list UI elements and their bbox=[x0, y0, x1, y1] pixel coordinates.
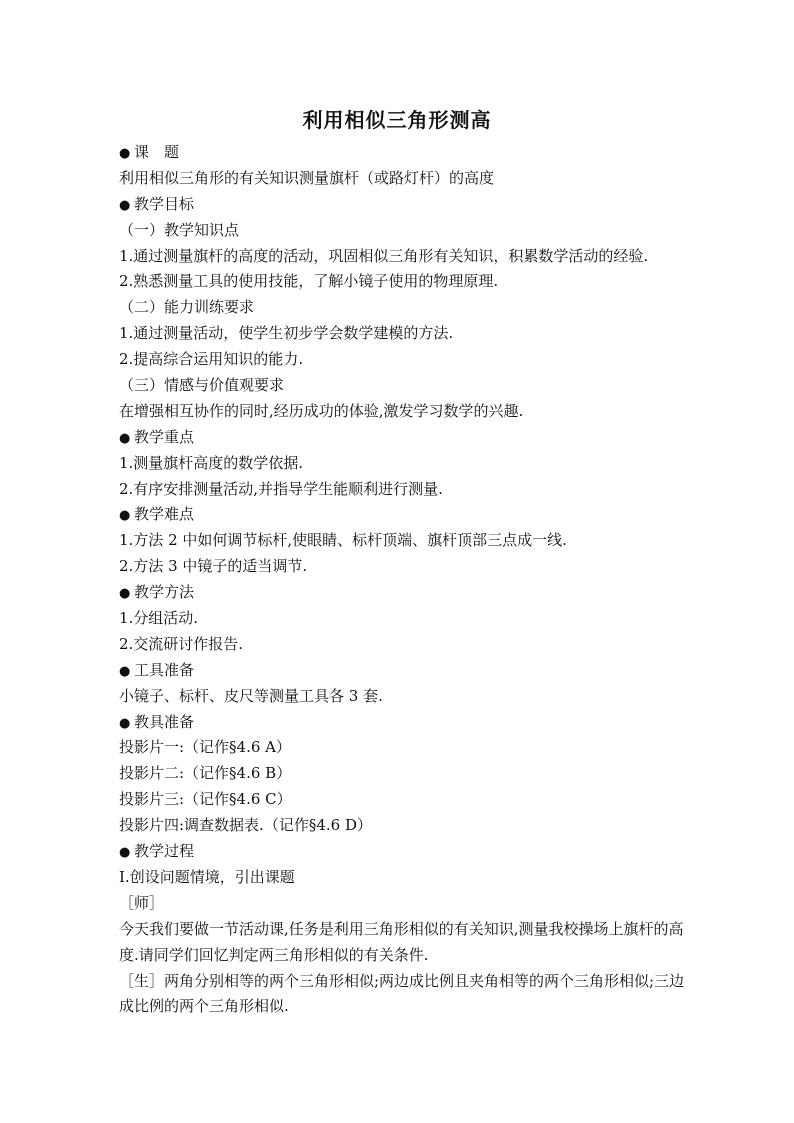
list-item: 1.方法 2 中如何调节标杆,使眼睛、标杆顶端、旗杆顶部三点成一线. bbox=[119, 531, 567, 550]
subheading-emotion: （三）情感与价值观要求 bbox=[119, 376, 285, 395]
teacher-tag: ［师］ bbox=[119, 893, 165, 912]
section-heading-key: ● 教学重点 bbox=[119, 425, 689, 451]
topic-text: 利用相似三角形的有关知识测量旗杆（或路灯杆）的高度 bbox=[119, 168, 495, 187]
list-item: 投影片一:（记作§4.6 A） bbox=[119, 738, 292, 757]
list-item: 1.测量旗杆高度的数学依据. bbox=[119, 453, 304, 472]
tools-text: 小镜子、标杆、皮尺等测量工具各 3 套. bbox=[119, 686, 383, 705]
teacher-paragraph: 今天我们要做一节活动课,任务是利用三角形相似的有关知识,测量我校操场上旗杆的高度.请同学们回忆判定两三角形相似的有关条件. bbox=[119, 919, 684, 964]
list-item: 投影片四:调查数据表.（记作§4.6 D） bbox=[119, 816, 372, 835]
list-item: 2.方法 3 中镜子的适当调节. bbox=[119, 557, 308, 576]
bullet-icon: ● bbox=[119, 845, 131, 861]
student-paragraph: ［生］两角分别相等的两个三角形相似;两边成比例且夹角相等的两个三角形相似;三边成比例的两个三角形相似. bbox=[119, 971, 685, 1016]
section-heading-method: ● 教学方法 bbox=[119, 580, 689, 606]
bullet-icon: ● bbox=[119, 663, 131, 679]
bullet-icon: ● bbox=[119, 508, 131, 524]
section-heading-difficulty: ● 教学难点 bbox=[119, 502, 689, 528]
list-item: 1.通过测量旗杆的高度的活动，巩固相似三角形有关知识，积累数学活动的经验. bbox=[119, 246, 649, 265]
list-item: 2.有序安排测量活动,并指导学生能顺利进行测量. bbox=[119, 479, 443, 498]
section-heading-aids: ● 教具准备 bbox=[119, 710, 689, 736]
process-step: Ⅰ.创设问题情境，引出课题 bbox=[119, 867, 295, 886]
bullet-icon: ● bbox=[119, 430, 131, 446]
list-item: 2.提高综合运用知识的能力. bbox=[119, 350, 304, 369]
section-heading-goals: ● 教学目标 bbox=[119, 192, 689, 218]
list-item: 投影片三:（记作§4.6 C） bbox=[119, 790, 292, 809]
list-item: 1.通过测量活动，使学生初步学会数学建模的方法. bbox=[119, 324, 454, 343]
list-item: 1.分组活动. bbox=[119, 609, 199, 628]
bullet-icon: ● bbox=[119, 197, 131, 213]
list-item: 2.交流研讨作报告. bbox=[119, 634, 244, 653]
document-body bbox=[119, 140, 689, 1020]
bullet-icon: ● bbox=[119, 146, 131, 161]
page-title: 利用相似三角形测高 bbox=[302, 108, 492, 132]
subheading-knowledge: （一）教学知识点 bbox=[119, 220, 240, 239]
section-heading-topic: ● 课 题 bbox=[119, 140, 689, 166]
bullet-icon: ● bbox=[119, 586, 131, 602]
list-item: 2.熟悉测量工具的使用技能，了解小镜子使用的物理原理. bbox=[119, 272, 499, 291]
list-item: 投影片二:（记作§4.6 B） bbox=[119, 764, 292, 783]
bullet-icon: ● bbox=[119, 715, 131, 731]
subheading-ability: （二）能力训练要求 bbox=[119, 298, 255, 317]
section-heading-tools: ● 工具准备 bbox=[119, 658, 689, 684]
emotion-text: 在增强相互协作的同时,经历成功的体验,激发学习数学的兴趣. bbox=[119, 401, 524, 420]
section-heading-process: ● 教学过程 bbox=[119, 839, 689, 865]
